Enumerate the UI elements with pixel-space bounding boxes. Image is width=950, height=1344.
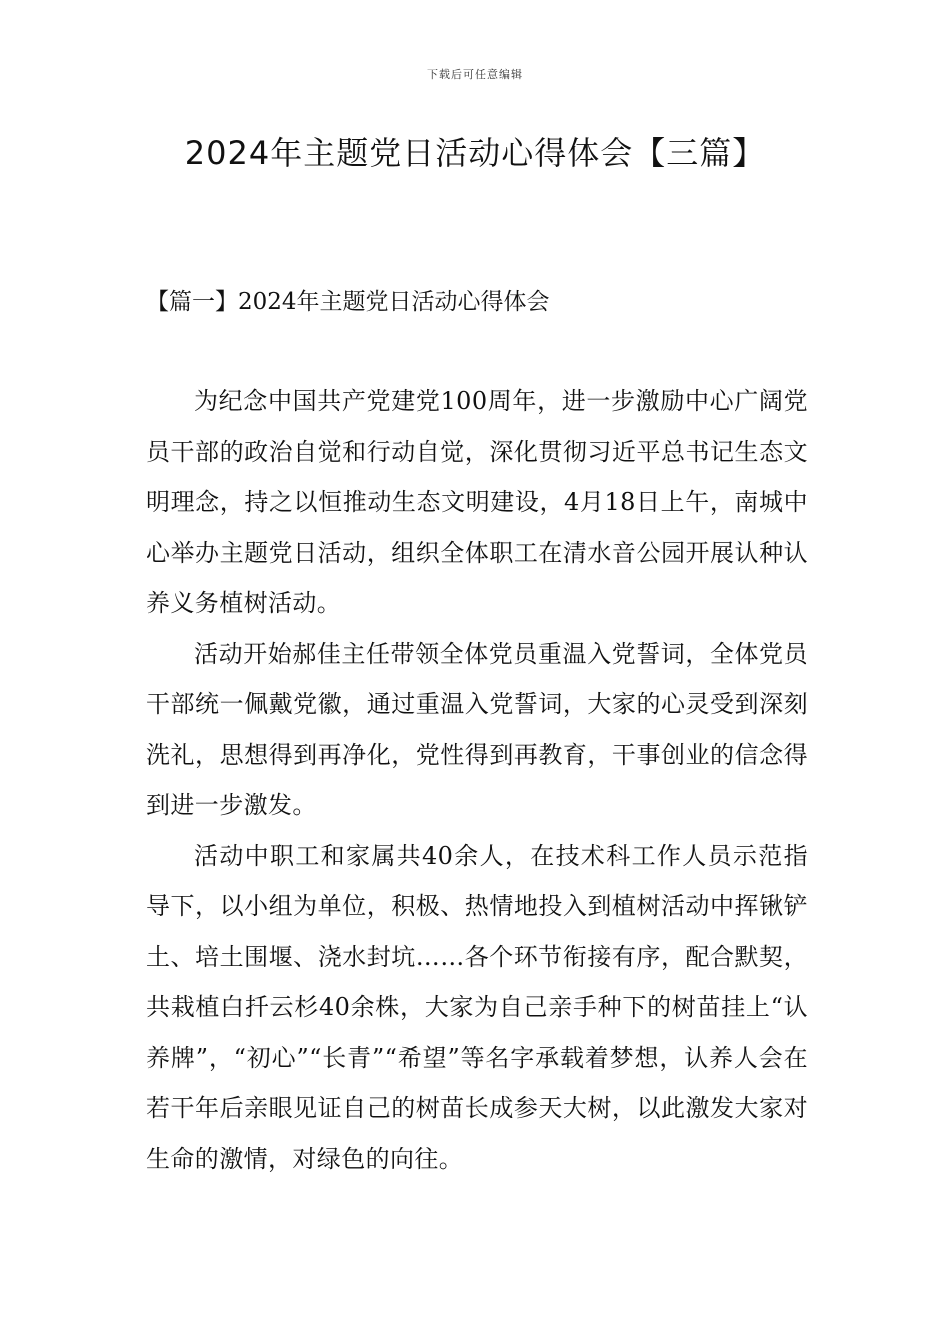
section-heading: 【篇一】2024年主题党日活动心得体会 (146, 289, 550, 315)
paragraph: 活动开始郝佳主任带领全体党员重温入党誓词，全体党员干部统一佩戴党徽，通过重温入党誓词，大家的心灵受到深刻洗礼，思想得到再净化，党性得到再教育，干事创业的信念得到进一步激发。 (146, 639, 808, 819)
paragraph: 活动中职工和家属共40余人，在技术科工作人员示范指导下，以小组为单位，积极、热情地投入到植树活动中挥锹铲土、培土围堰、浇水封坑……各个环节衔接有序，配合默契，共栽植白扦云杉40余株，大家为自己亲手种下的树苗挂上“认养牌”，“初心”“长青”“希望”等名字承载着梦想，认养人会在若干年后亲眼见证自己的树苗长成参天大树，以此激发大家对生命的激情，对绿色的向往。 (146, 841, 808, 1173)
header-note: 下载后可任意编辑 (427, 68, 523, 81)
body-text (146, 376, 808, 1184)
paragraph: 为纪念中国共产党建党100周年，进一步激励中心广阔党员干部的政治自觉和行动自觉，深化贯彻习近平总书记生态文明理念，持之以恒推动生态文明建设，4月18日上午，南城中心举办主题党日活动，组织全体职工在清水音公园开展认种认养义务植树活动。 (146, 387, 808, 617)
document-title: 2024年主题党日活动心得体会【三篇】 (184, 134, 766, 172)
